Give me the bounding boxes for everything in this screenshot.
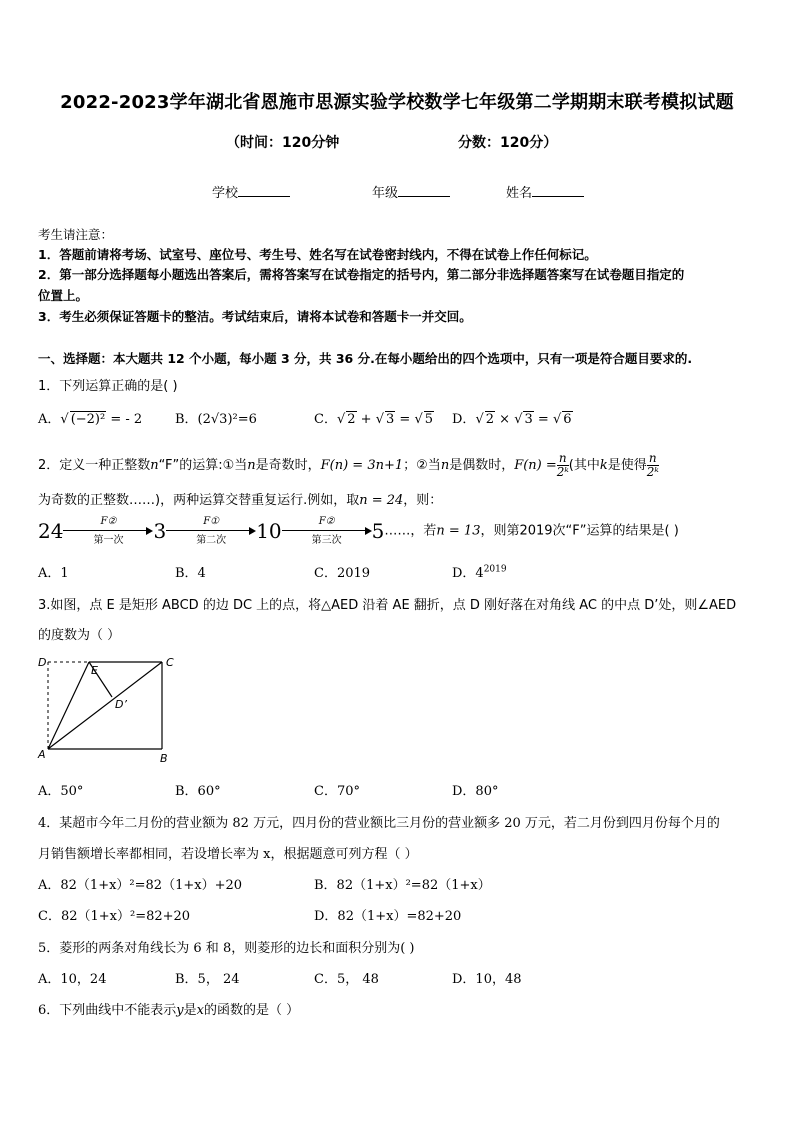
notice-item-3: 3．考生必须保证答题卡的整洁。考试结束后，请将本试卷和答题卡一并交回。	[38, 309, 472, 324]
q4-line-1: 4．某超市今年二月份的营业额为 82 万元，四月份的营业额比三月份的营业额多 20 万元，若二月份到四月份每个月的	[38, 816, 720, 831]
q2-p6: (其中	[568, 458, 600, 473]
q2-line-1	[38, 452, 659, 479]
q1-stem: 1．下列运算正确的是( )	[38, 379, 178, 394]
name-blank[interactable]	[532, 184, 584, 197]
grade-label: 年级	[372, 186, 399, 201]
q1-option-b[interactable]: B．(2√3)²=6	[175, 412, 257, 427]
q2-arrow-2: F① 第二次	[166, 516, 256, 546]
q3-label-b: B	[160, 752, 168, 765]
q1-c-eq: =	[395, 412, 415, 427]
q3-line-ae	[48, 662, 89, 749]
q2-var-n: n	[440, 458, 450, 473]
q3-line-2: 的度数为（ ）	[38, 628, 121, 643]
q2-option-d[interactable]: D．$4^{2019}$	[452, 564, 507, 581]
q5-option-b[interactable]: B．5， 24	[175, 972, 240, 987]
q6-var-x: x	[196, 1003, 204, 1018]
q5-option-a[interactable]: A．10，24	[38, 972, 107, 987]
arrow-right-icon	[63, 527, 153, 535]
q2-p4: ；②当	[403, 458, 441, 473]
q5-option-d[interactable]: D．10，48	[452, 972, 522, 987]
q6-var-y: y	[176, 1003, 184, 1018]
sqrt-icon: √	[552, 412, 562, 427]
q1-d-r2: 3	[524, 412, 533, 427]
school-label: 学校	[212, 186, 239, 201]
q2-var-n: n	[150, 458, 159, 473]
q2-chain-24: 24	[38, 519, 64, 543]
q4-line-2: 月销售额增长率都相同，若设增长率为 x，根据题意可列方程（ ）	[38, 847, 418, 862]
name-field	[506, 182, 584, 201]
q2-fraction: $\frac{n}{\text{2ᵏ}}$	[556, 451, 569, 479]
q3-option-c[interactable]: C．70°	[314, 784, 360, 799]
q5-stem: 5．菱形的两条对角线长为 6 和 8，则菱形的边长和面积分别为( )	[38, 941, 415, 956]
q2-d-exponent: 2019	[483, 564, 507, 575]
q2-p3: 是奇数时，	[255, 458, 321, 473]
grade-field	[372, 182, 450, 201]
q1-d-r1: 2	[485, 412, 495, 427]
q2-chain-3: 3	[153, 519, 167, 543]
sqrt-icon: √	[336, 412, 346, 427]
name-label: 姓名	[506, 186, 533, 201]
q4-option-c[interactable]: C．82（1+x）²=82+20	[38, 909, 191, 924]
q3-diagonal-ac	[48, 662, 162, 749]
q2-var-k: k	[599, 458, 608, 473]
q6-p1: 6．下列曲线中不能表示	[38, 1003, 177, 1018]
q3-line-1: 3.如图，点 E 是矩形 ABCD 的边 DC 上的点，将△AED 沿着 AE 翻折，点 D 刚好落在对角线 AC 的中点 D’处，则∠AED	[38, 598, 737, 613]
notice-heading: 考生请注意：	[38, 227, 114, 242]
q2-p2: “F”的运算:①当	[158, 458, 248, 473]
q2-option-b[interactable]: B．4	[175, 566, 206, 581]
q2-line2-text: 为奇数的正整数……)，两种运算交替重复运行.例如，取	[38, 493, 360, 508]
q3-label-dprime: D’	[115, 698, 127, 711]
exam-time: （时间：120分钟	[226, 135, 340, 151]
sqrt-icon: √	[375, 412, 384, 427]
q4-option-d[interactable]: D．82（1+x）=82+20	[314, 909, 462, 924]
sqrt-icon: √	[60, 412, 69, 427]
q3-label-a: A	[38, 748, 46, 761]
q1-c-r3: 5	[424, 412, 434, 427]
q3-label-e: E	[91, 664, 98, 677]
q1-a-rest: = - 2	[106, 412, 143, 427]
q1-d-times: ×	[495, 412, 515, 427]
q1-a-label: A．	[38, 412, 61, 427]
arrow-right-icon	[282, 527, 372, 535]
q2-condition: n = 13	[436, 523, 481, 539]
q3-option-a[interactable]: A．50°	[38, 784, 84, 799]
q1-c-r2: 3	[386, 412, 395, 427]
q1-c-r1: 2	[347, 412, 356, 427]
page-title: 2022-2023学年湖北省恩施市思源实验学校数学七年级第二学期期末联考模拟试题	[60, 92, 734, 113]
q1-a-radicand: (−2)²	[70, 412, 106, 427]
q4-option-b[interactable]: B．82（1+x）²=82（1+x）	[314, 878, 491, 893]
q3-option-b[interactable]: B．60°	[175, 784, 221, 799]
q1-option-c[interactable]	[314, 408, 434, 427]
q2-arrow-1: F② 第一次	[63, 516, 153, 546]
arrow-right-icon	[166, 527, 256, 535]
notice-item-2-cont: 位置上。	[38, 288, 89, 303]
q2-line-2	[38, 489, 442, 508]
q2-p8: ，则：	[403, 493, 443, 508]
q6-p3: 的函数的是（ ）	[204, 1003, 300, 1018]
q2-chain-10: 10	[256, 519, 282, 543]
q2-chain-tail: ……，若	[384, 523, 437, 539]
q2-option-a[interactable]: A．1	[38, 566, 69, 581]
q2-fraction-2: $\frac{n}{\text{2ᵏ}}$	[646, 451, 659, 479]
sqrt-icon: √	[475, 412, 484, 427]
q3-figure	[36, 652, 186, 767]
q2-p1: 2．定义一种正整数	[38, 458, 151, 473]
school-field	[212, 182, 290, 201]
q1-c-plus: +	[356, 412, 376, 427]
q2-arrow-3: F② 第三次	[282, 516, 372, 546]
q2-formula-odd: F(n) = 3n+1	[320, 458, 404, 473]
q1-d-label: D．	[452, 412, 476, 427]
section-heading: 一、选择题：本大题共 12 个小题，每小题 3 分，共 36 分.在每小题给出的四个选项中，只有一项是符合题目要求的.	[38, 351, 693, 366]
school-blank[interactable]	[238, 184, 290, 197]
q4-option-a[interactable]: A．82（1+x）²=82（1+x）+20	[38, 878, 243, 893]
grade-blank[interactable]	[398, 184, 450, 197]
exam-score: 分数：120分）	[458, 135, 558, 151]
q1-c-label: C．	[314, 412, 337, 427]
notice-item-2: 2．第一部分选择题每小题选出答案后，需将答案写在试卷指定的括号内，第二部分非选择题答案写在试卷题目指定的	[38, 267, 685, 282]
q2-example: n = 24	[359, 493, 404, 508]
q2-ask: ，则第2019次“F”运算的结果是( )	[480, 523, 679, 539]
q2-p5: 是偶数时，	[449, 458, 515, 473]
q2-var-n: n	[247, 458, 256, 473]
q3-label-c: C	[166, 656, 174, 669]
q1-option-a[interactable]	[38, 408, 142, 427]
q2-formula-even: F(n) =	[514, 458, 557, 473]
sqrt-icon: √	[414, 412, 423, 427]
q3-label-d: D	[38, 656, 47, 669]
sqrt-icon: √	[514, 412, 523, 427]
q2-chain	[38, 516, 679, 546]
q6-p2: 是	[183, 1003, 197, 1018]
q2-chain-5: 5	[371, 519, 385, 543]
q5-option-c[interactable]: C．5， 48	[314, 972, 379, 987]
q1-d-eq: =	[533, 412, 553, 427]
notice-item-1: 1．答题前请将考场、试室号、座位号、考生号、姓名写在试卷密封线内，不得在试卷上作任何标记。	[38, 247, 597, 262]
q6-stem	[38, 999, 299, 1018]
q2-option-c[interactable]: C．2019	[314, 566, 371, 581]
q3-option-d[interactable]: D．80°	[452, 784, 499, 799]
q1-option-d[interactable]	[452, 408, 573, 427]
q2-p7: 是使得	[607, 458, 647, 473]
q1-d-r3: 6	[563, 412, 572, 427]
